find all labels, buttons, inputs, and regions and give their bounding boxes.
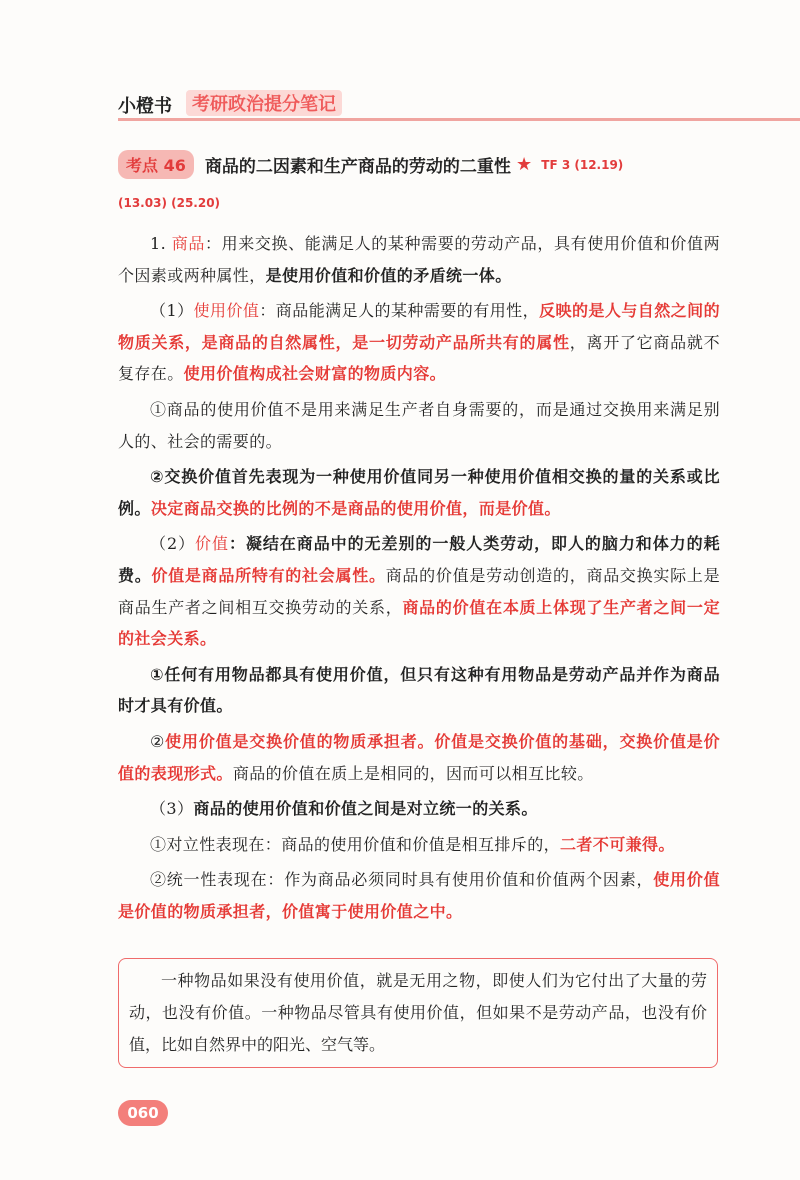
text-segment: ：用来交换、能满足人的某种需要的劳动产品，具有使用价值和价值两个因素或两种属性， [118,234,720,285]
paragraph [118,228,720,291]
text-segment: （3） [150,799,194,819]
text-segment: （1） [150,301,194,321]
exam-frequency: TF 3 (12.19) [541,157,624,172]
page-header [118,86,800,126]
text-segment: 1. [150,234,172,253]
text-segment: 商品的价值是劳动创造的，商品交换实际上是商品生产者之间相互交换劳动的关系， [118,565,720,617]
paragraph [118,295,720,390]
section-title: 商品的二因素和生产商品的劳动的二重性 [204,157,511,177]
paragraph [118,461,720,524]
text-segment: 价值是商品所特有的社会属性。 [151,565,386,585]
text-segment: 使用价值是价值的物质承担者，价值寓于使用价值之中。 [118,870,720,921]
exam-years: (13.03) (25.20) [118,196,221,210]
page-number: 060 [118,1100,168,1126]
body-content [118,228,720,931]
book-subtitle: 考研政治提分笔记 [186,90,342,116]
text-segment: ①对立性表现在：商品的使用价值和价值是相互排斥的， [150,834,561,854]
section-title-row [118,150,718,179]
text-segment: ②统一性表现在：作为商品必须同时具有使用价值和价值两个因素， [150,870,654,890]
header-rule [118,118,800,121]
text-segment: 二者不可兼得。 [560,834,675,854]
star-icon: ★ [516,154,533,175]
paragraph [118,659,720,722]
paragraph [118,864,720,927]
text-segment: 商品的价值在质上是相同的，因而可以相互比较。 [232,763,594,783]
text-segment: （2） [150,534,196,554]
text-segment: 决定商品交换的比例的不是商品的使用价值，而是价值。 [150,498,561,518]
text-segment: 反映的是人与自然之间的物质关系，是商品的自然属性，是一切劳动产品所共有的属性 [118,301,720,352]
text-segment: ②交换价值首先表现为一种使用价值同另一种使用价值相交换的量的关系或比例。 [118,467,720,518]
paragraph [118,394,720,457]
text-segment: ①商品的使用价值不是用来满足生产者自身需要的，而是通过交换用来满足别人的、社会的需要的。 [118,399,720,451]
text-segment: ② [150,731,166,751]
text-segment: 使用价值 [193,301,260,321]
note-box: 一种物品如果没有使用价值，就是无用之物，即使人们为它付出了大量的劳动，也没有价值。一种物品尽管具有使用价值，但如果不是劳动产品，也没有价值，比如自然界中的阳光、空气等。 [118,958,718,1068]
topic-badge: 考点 46 [118,150,194,179]
paragraph [118,829,720,861]
text-segment: 商品的价值在本质上体现了生产者之间一定的社会关系。 [118,597,720,649]
text-segment: ①任何有用物品都具有使用价值，但只有这种有用物品是劳动产品并作为商品时才具有价值。 [118,664,720,716]
paragraph [118,726,720,789]
text-segment: 是使用价值和价值的矛盾统一体。 [265,265,512,285]
text-segment: 商品的使用价值和价值之间是对立统一的关系。 [193,799,538,819]
text-segment: 使用价值构成社会财富的物质内容。 [183,364,447,384]
paragraph [118,793,720,825]
text-segment: ：凝结在商品中的无差别的一般人类劳动，即人的脑力和体力的耗费。 [118,534,720,585]
brand-name: 小橙书 [118,96,172,117]
text-segment: 价值 [195,534,229,554]
paragraph [118,528,720,654]
text-segment: 使用价值是交换价值的物质承担者。价值是交换价值的基础，交换价值是价值的表现形式。 [118,731,720,783]
text-segment: 商品 [171,234,206,253]
text-segment: ，离开了它商品就不复存在。 [118,332,720,384]
text-segment: ：商品能满足人的某种需要的有用性， [259,301,540,321]
